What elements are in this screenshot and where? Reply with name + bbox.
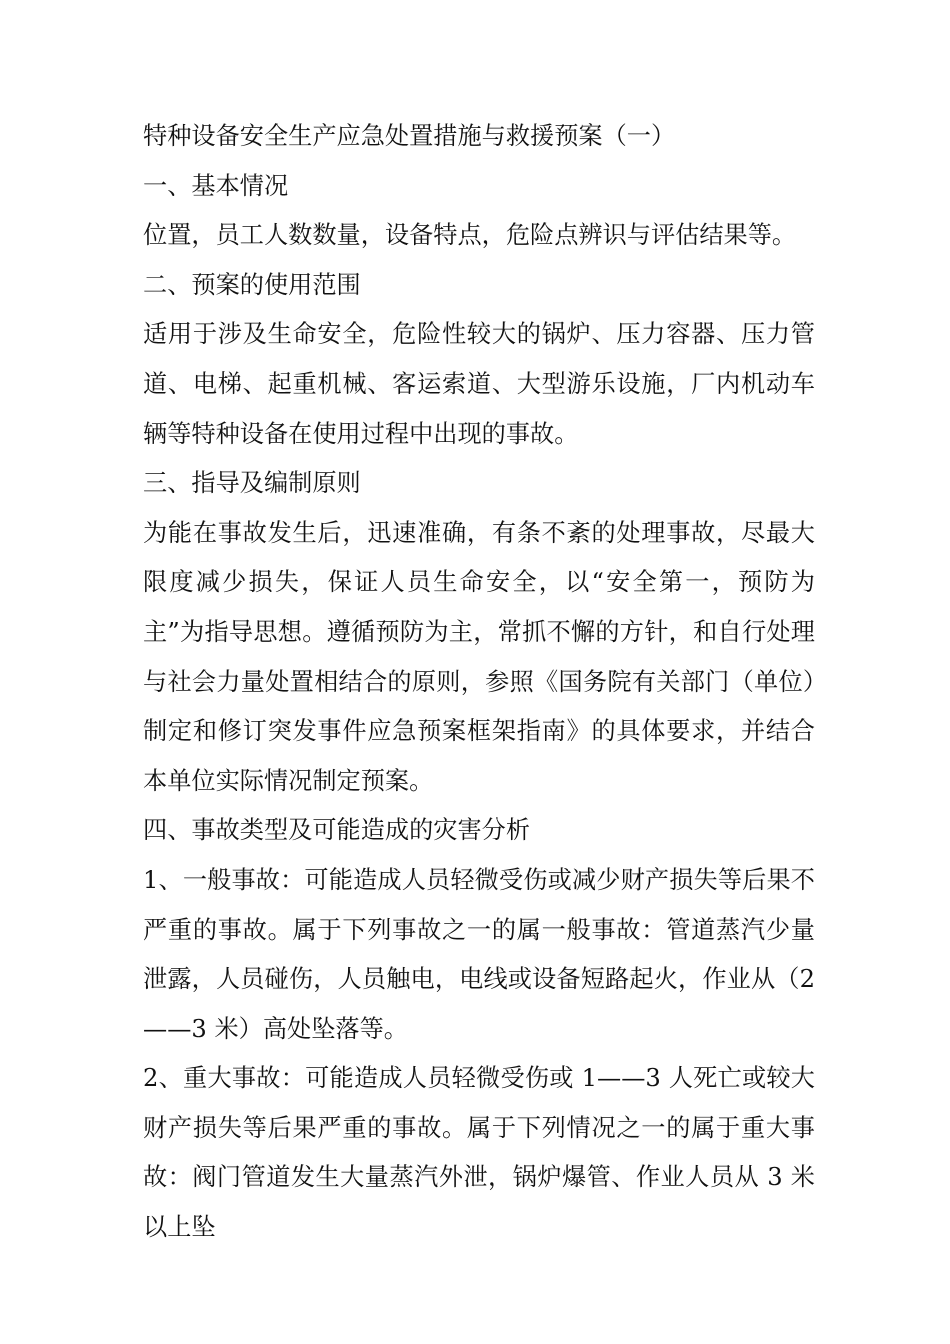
section-heading-scope: 二、预案的使用范围 [143, 270, 361, 299]
accident-type-major: 2、重大事故：可能造成人员轻微受伤或 1——3 人死亡或较大财产损失等后果严重的事故。属于下列情况之一的属于重大事故：阀门管道发生大量蒸汽外泄，锅炉爆管、作业人员从 3 米以上坠 [143, 1064, 815, 1242]
document-body [143, 112, 815, 1253]
section-body-scope: 适用于涉及生命安全，危险性较大的锅炉、压力容器、压力管道、电梯、起重机械、客运索道、大型游乐设施，厂内机动车辆等特种设备在使用过程中出现的事故。 [143, 320, 815, 448]
section-body-principles: 为能在事故发生后，迅速准确，有条不紊的处理事故，尽最大限度减少损失，保证人员生命安全，以“安全第一，预防为主”为指导思想。遵循预防为主，常抓不懈的方针，和自行处理与社会力量处置相结合的原则，参照《国务院有关部门（单位）制定和修订突发事件应急预案框架指南》的具体要求，并结合本单位实际情况制定预案。 [143, 518, 815, 795]
section-heading-accident-types: 四、事故类型及可能造成的灾害分析 [143, 816, 531, 845]
section-heading-principles: 三、指导及编制原则 [143, 469, 361, 498]
document-title: 特种设备安全生产应急处置措施与救援预案（一） [143, 122, 676, 150]
section-body-basic-info: 位置，员工人数数量，设备特点，危险点辨识与评估结果等。 [143, 221, 797, 250]
accident-type-general: 1、一般事故：可能造成人员轻微受伤或减少财产损失等后果不严重的事故。属于下列事故之一的属一般事故：管道蒸汽少量泄露，人员碰伤，人员触电，电线或设备短路起火，作业从（2——3 米）高处坠落等。 [143, 865, 815, 1043]
section-heading-basic-info: 一、基本情况 [143, 171, 289, 200]
